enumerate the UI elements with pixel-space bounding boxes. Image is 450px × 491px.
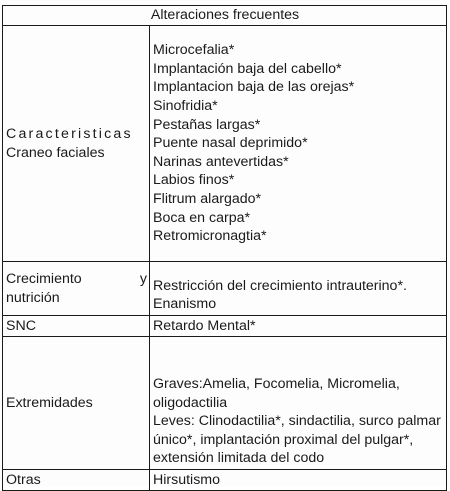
alteraciones-table bbox=[2, 5, 447, 491]
list-item: Flitrum alargado* bbox=[153, 190, 262, 207]
list-item: Implantacion baja de las orejas* bbox=[153, 79, 355, 96]
list-item: Implantación baja del cabello* bbox=[153, 60, 342, 77]
craneofacial-label-line1: Caracteristicas bbox=[6, 125, 133, 142]
table-row-extremidades bbox=[3, 337, 447, 470]
table-row-craneofacial bbox=[3, 26, 447, 262]
list-item: Enanismo bbox=[153, 296, 217, 313]
list-item: Labios finos* bbox=[153, 172, 235, 189]
list-item: Pestañas largas* bbox=[153, 116, 261, 133]
table-title: Alteraciones frecuentes bbox=[3, 6, 447, 26]
craneofacial-items bbox=[150, 26, 447, 262]
extremidades-graves: Graves:Amelia, Focomelia, Micromelia, oligodactilia bbox=[153, 376, 400, 411]
craneofacial-label-line2: Craneo faciales bbox=[6, 144, 105, 161]
list-item: Sinofridia* bbox=[153, 98, 218, 115]
otras-label: Otras bbox=[3, 470, 150, 491]
extremidades-leves: Leves: Clinodactilia*, sindactilia, surco palmar único*, implantación proximal del pulgar*, extensión limitada del codo bbox=[153, 413, 441, 467]
table-row-snc bbox=[3, 316, 447, 337]
craneofacial-label bbox=[3, 26, 150, 262]
extremidades-label: Extremidades bbox=[3, 337, 150, 470]
snc-label: SNC bbox=[3, 316, 150, 337]
list-item: Restricción del crecimiento intrauterino*. bbox=[153, 277, 407, 294]
list-item: Puente nasal deprimido* bbox=[153, 135, 308, 152]
extremidades-items bbox=[150, 337, 447, 470]
list-item: Microcefalia* bbox=[153, 42, 235, 59]
list-item: Boca en carpa* bbox=[153, 209, 251, 226]
snc-value: Retardo Mental* bbox=[150, 316, 447, 337]
table-row-otras bbox=[3, 470, 447, 491]
table-row-crecimiento bbox=[3, 262, 447, 316]
list-item: Narinas antevertidas* bbox=[153, 153, 289, 170]
otras-value: Hirsutismo bbox=[150, 470, 447, 491]
table-header-row bbox=[3, 6, 447, 26]
crecimiento-items bbox=[150, 262, 447, 316]
list-item: Retromicronagtia* bbox=[153, 228, 267, 245]
crecimiento-label: Crecimiento y nutrición bbox=[3, 262, 150, 316]
